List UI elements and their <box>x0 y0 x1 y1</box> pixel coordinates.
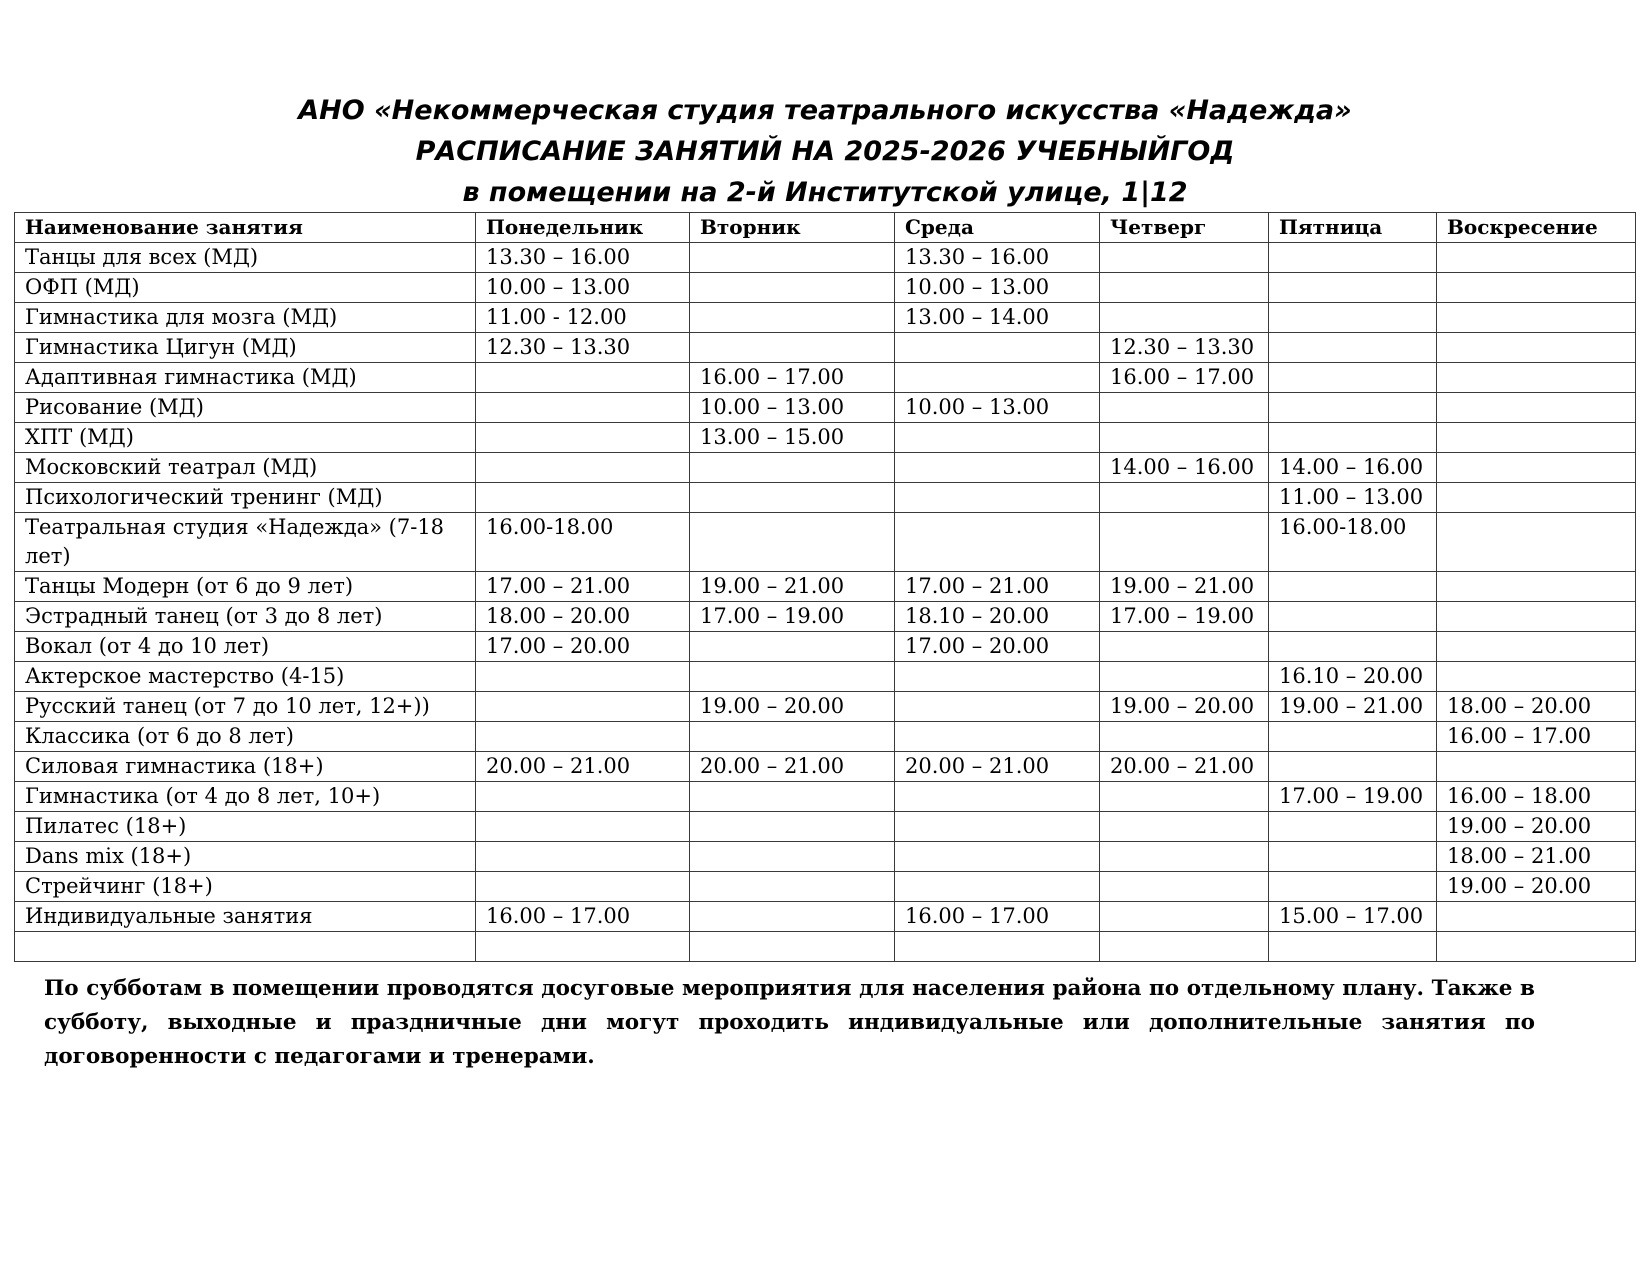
wednesday-cell: 18.10 – 20.00 <box>895 602 1100 632</box>
class-name-cell: Силовая гимнастика (18+) <box>15 752 476 782</box>
friday-cell: 19.00 – 21.00 <box>1269 692 1437 722</box>
class-name-cell: Психологический тренинг (МД) <box>15 483 476 513</box>
wednesday-cell <box>895 483 1100 513</box>
wednesday-cell: 10.00 – 13.00 <box>895 393 1100 423</box>
tuesday-cell <box>690 812 895 842</box>
class-name-cell: Актерское мастерство (4-15) <box>15 662 476 692</box>
wednesday-cell <box>895 662 1100 692</box>
class-name-cell: ОФП (МД) <box>15 273 476 303</box>
friday-cell <box>1269 423 1437 453</box>
column-header-thursday: Четверг <box>1100 213 1269 243</box>
class-name-cell: Танцы для всех (МД) <box>15 243 476 273</box>
thursday-cell: 19.00 – 20.00 <box>1100 692 1269 722</box>
table-row <box>15 812 1636 842</box>
table-row <box>15 303 1636 333</box>
tuesday-cell <box>690 333 895 363</box>
class-name-cell: Гимнастика Цигун (МД) <box>15 333 476 363</box>
column-header-tuesday: Вторник <box>690 213 895 243</box>
sunday-cell <box>1437 303 1636 333</box>
thursday-cell <box>1100 722 1269 752</box>
class-name-cell: ХПТ (МД) <box>15 423 476 453</box>
wednesday-cell <box>895 782 1100 812</box>
tuesday-cell <box>690 932 895 962</box>
thursday-cell <box>1100 812 1269 842</box>
friday-cell <box>1269 572 1437 602</box>
sunday-cell <box>1437 662 1636 692</box>
class-name-cell: Пилатес (18+) <box>15 812 476 842</box>
tuesday-cell <box>690 632 895 662</box>
schedule-table <box>14 212 1636 962</box>
footer-note: По субботам в помещении проводятся досуговые мероприятия для населения района по отдельному плану. Также в субботу, выходные и праздничные дни могут проходить индивидуальные или дополнительные занятия по договоренности с педагогами и тренерами. <box>44 976 1535 1069</box>
table-row <box>15 752 1636 782</box>
sunday-cell <box>1437 602 1636 632</box>
table-row <box>15 602 1636 632</box>
friday-cell <box>1269 273 1437 303</box>
class-name-cell: Рисование (МД) <box>15 393 476 423</box>
thursday-cell <box>1100 932 1269 962</box>
column-header-monday: Понедельник <box>476 213 690 243</box>
sunday-cell <box>1437 423 1636 453</box>
tuesday-cell <box>690 303 895 333</box>
table-row <box>15 243 1636 273</box>
friday-cell <box>1269 243 1437 273</box>
monday-cell <box>476 782 690 812</box>
sunday-cell <box>1437 273 1636 303</box>
class-name-cell: Вокал (от 4 до 10 лет) <box>15 632 476 662</box>
table-row <box>15 872 1636 902</box>
monday-cell <box>476 423 690 453</box>
table-row <box>15 393 1636 423</box>
thursday-cell <box>1100 662 1269 692</box>
table-row <box>15 782 1636 812</box>
wednesday-cell <box>895 363 1100 393</box>
class-name-cell: Эстрадный танец (от 3 до 8 лет) <box>15 602 476 632</box>
wednesday-cell <box>895 932 1100 962</box>
monday-cell <box>476 393 690 423</box>
monday-cell: 16.00 – 17.00 <box>476 902 690 932</box>
monday-cell <box>476 662 690 692</box>
tuesday-cell <box>690 782 895 812</box>
column-header-sunday: Воскресение <box>1437 213 1636 243</box>
schedule-title: РАСПИСАНИЕ ЗАНЯТИЙ НА 2025-2026 УЧЕБНЫЙГОД <box>415 136 1235 167</box>
sunday-cell <box>1437 752 1636 782</box>
table-row <box>15 363 1636 393</box>
monday-cell <box>476 812 690 842</box>
sunday-cell <box>1437 333 1636 363</box>
thursday-cell: 14.00 – 16.00 <box>1100 453 1269 483</box>
monday-cell: 10.00 – 13.00 <box>476 273 690 303</box>
sunday-cell <box>1437 513 1636 572</box>
tuesday-cell <box>690 483 895 513</box>
friday-cell: 15.00 – 17.00 <box>1269 902 1437 932</box>
tuesday-cell <box>690 722 895 752</box>
friday-cell <box>1269 872 1437 902</box>
table-row <box>15 483 1636 513</box>
table-row <box>15 632 1636 662</box>
tuesday-cell: 10.00 – 13.00 <box>690 393 895 423</box>
thursday-cell <box>1100 842 1269 872</box>
tuesday-cell: 16.00 – 17.00 <box>690 363 895 393</box>
tuesday-cell: 20.00 – 21.00 <box>690 752 895 782</box>
table-row <box>15 662 1636 692</box>
tuesday-cell <box>690 453 895 483</box>
wednesday-cell <box>895 513 1100 572</box>
monday-cell: 12.30 – 13.30 <box>476 333 690 363</box>
table-row <box>15 453 1636 483</box>
class-name-cell <box>15 932 476 962</box>
tuesday-cell: 19.00 – 21.00 <box>690 572 895 602</box>
wednesday-cell <box>895 842 1100 872</box>
friday-cell: 16.10 – 20.00 <box>1269 662 1437 692</box>
monday-cell: 13.30 – 16.00 <box>476 243 690 273</box>
thursday-cell <box>1100 872 1269 902</box>
wednesday-cell <box>895 453 1100 483</box>
table-row <box>15 722 1636 752</box>
friday-cell <box>1269 842 1437 872</box>
class-name-cell: Стрейчинг (18+) <box>15 872 476 902</box>
column-header-friday: Пятница <box>1269 213 1437 243</box>
class-name-cell: Гимнастика (от 4 до 8 лет, 10+) <box>15 782 476 812</box>
column-header-wednesday: Среда <box>895 213 1100 243</box>
friday-cell: 17.00 – 19.00 <box>1269 782 1437 812</box>
class-name-cell: Танцы Модерн (от 6 до 9 лет) <box>15 572 476 602</box>
class-name-cell: Русский танец (от 7 до 10 лет, 12+)) <box>15 692 476 722</box>
monday-cell: 17.00 – 20.00 <box>476 632 690 662</box>
thursday-cell <box>1100 243 1269 273</box>
thursday-cell: 20.00 – 21.00 <box>1100 752 1269 782</box>
class-name-cell: Гимнастика для мозга (МД) <box>15 303 476 333</box>
thursday-cell: 17.00 – 19.00 <box>1100 602 1269 632</box>
class-name-cell: Адаптивная гимнастика (МД) <box>15 363 476 393</box>
friday-cell: 14.00 – 16.00 <box>1269 453 1437 483</box>
monday-cell: 16.00-18.00 <box>476 513 690 572</box>
class-name-cell: Классика (от 6 до 8 лет) <box>15 722 476 752</box>
tuesday-cell <box>690 662 895 692</box>
wednesday-cell <box>895 423 1100 453</box>
wednesday-cell: 16.00 – 17.00 <box>895 902 1100 932</box>
thursday-cell <box>1100 273 1269 303</box>
friday-cell <box>1269 333 1437 363</box>
wednesday-cell: 13.00 – 14.00 <box>895 303 1100 333</box>
table-row <box>15 902 1636 932</box>
wednesday-cell <box>895 872 1100 902</box>
thursday-cell <box>1100 303 1269 333</box>
monday-cell <box>476 722 690 752</box>
monday-cell <box>476 932 690 962</box>
tuesday-cell: 13.00 – 15.00 <box>690 423 895 453</box>
organization-title: АНО «Некоммерческая студия театрального искусства «Надежда» <box>298 95 1352 126</box>
sunday-cell <box>1437 243 1636 273</box>
table-row <box>15 423 1636 453</box>
sunday-cell: 18.00 – 20.00 <box>1437 692 1636 722</box>
monday-cell <box>476 692 690 722</box>
monday-cell <box>476 842 690 872</box>
monday-cell <box>476 872 690 902</box>
thursday-cell: 16.00 – 17.00 <box>1100 363 1269 393</box>
thursday-cell: 19.00 – 21.00 <box>1100 572 1269 602</box>
wednesday-cell: 20.00 – 21.00 <box>895 752 1100 782</box>
table-row <box>15 842 1636 872</box>
thursday-cell <box>1100 632 1269 662</box>
sunday-cell <box>1437 572 1636 602</box>
sunday-cell <box>1437 453 1636 483</box>
friday-cell <box>1269 303 1437 333</box>
table-row <box>15 273 1636 303</box>
sunday-cell <box>1437 902 1636 932</box>
friday-cell <box>1269 632 1437 662</box>
thursday-cell <box>1100 513 1269 572</box>
wednesday-cell: 17.00 – 21.00 <box>895 572 1100 602</box>
sunday-cell <box>1437 632 1636 662</box>
monday-cell: 11.00 - 12.00 <box>476 303 690 333</box>
sunday-cell: 16.00 – 17.00 <box>1437 722 1636 752</box>
friday-cell <box>1269 752 1437 782</box>
document-header <box>0 90 1650 213</box>
sunday-cell <box>1437 393 1636 423</box>
tuesday-cell: 17.00 – 19.00 <box>690 602 895 632</box>
table-row <box>15 572 1636 602</box>
thursday-cell <box>1100 782 1269 812</box>
monday-cell <box>476 363 690 393</box>
sunday-cell <box>1437 932 1636 962</box>
table-row <box>15 513 1636 572</box>
sunday-cell: 16.00 – 18.00 <box>1437 782 1636 812</box>
tuesday-cell <box>690 273 895 303</box>
friday-cell <box>1269 602 1437 632</box>
thursday-cell <box>1100 423 1269 453</box>
tuesday-cell <box>690 902 895 932</box>
monday-cell <box>476 483 690 513</box>
wednesday-cell <box>895 333 1100 363</box>
wednesday-cell: 10.00 – 13.00 <box>895 273 1100 303</box>
sunday-cell <box>1437 363 1636 393</box>
sunday-cell: 19.00 – 20.00 <box>1437 872 1636 902</box>
class-name-cell: Индивидуальные занятия <box>15 902 476 932</box>
sunday-cell <box>1437 483 1636 513</box>
friday-cell: 11.00 – 13.00 <box>1269 483 1437 513</box>
sunday-cell: 19.00 – 20.00 <box>1437 812 1636 842</box>
sunday-cell: 18.00 – 21.00 <box>1437 842 1636 872</box>
friday-cell <box>1269 393 1437 423</box>
friday-cell <box>1269 722 1437 752</box>
monday-cell <box>476 453 690 483</box>
tuesday-cell <box>690 872 895 902</box>
monday-cell: 20.00 – 21.00 <box>476 752 690 782</box>
friday-cell <box>1269 812 1437 842</box>
class-name-cell: Московский театрал (МД) <box>15 453 476 483</box>
table-row <box>15 692 1636 722</box>
wednesday-cell <box>895 692 1100 722</box>
class-name-cell: Dans mix (18+) <box>15 842 476 872</box>
table-header-row <box>15 213 1636 243</box>
tuesday-cell <box>690 842 895 872</box>
thursday-cell <box>1100 902 1269 932</box>
friday-cell <box>1269 363 1437 393</box>
thursday-cell <box>1100 483 1269 513</box>
monday-cell: 17.00 – 21.00 <box>476 572 690 602</box>
wednesday-cell <box>895 812 1100 842</box>
wednesday-cell: 13.30 – 16.00 <box>895 243 1100 273</box>
tuesday-cell: 19.00 – 20.00 <box>690 692 895 722</box>
thursday-cell <box>1100 393 1269 423</box>
friday-cell <box>1269 932 1437 962</box>
table-row <box>15 333 1636 363</box>
class-name-cell: Театральная студия «Надежда» (7-18 лет) <box>15 513 476 572</box>
friday-cell: 16.00-18.00 <box>1269 513 1437 572</box>
monday-cell: 18.00 – 20.00 <box>476 602 690 632</box>
wednesday-cell: 17.00 – 20.00 <box>895 632 1100 662</box>
column-header-class-name: Наименование занятия <box>15 213 476 243</box>
tuesday-cell <box>690 513 895 572</box>
wednesday-cell <box>895 722 1100 752</box>
thursday-cell: 12.30 – 13.30 <box>1100 333 1269 363</box>
location-subtitle: в помещении на 2-й Институтской улице, 1|12 <box>462 177 1188 208</box>
tuesday-cell <box>690 243 895 273</box>
table-row <box>15 932 1636 962</box>
